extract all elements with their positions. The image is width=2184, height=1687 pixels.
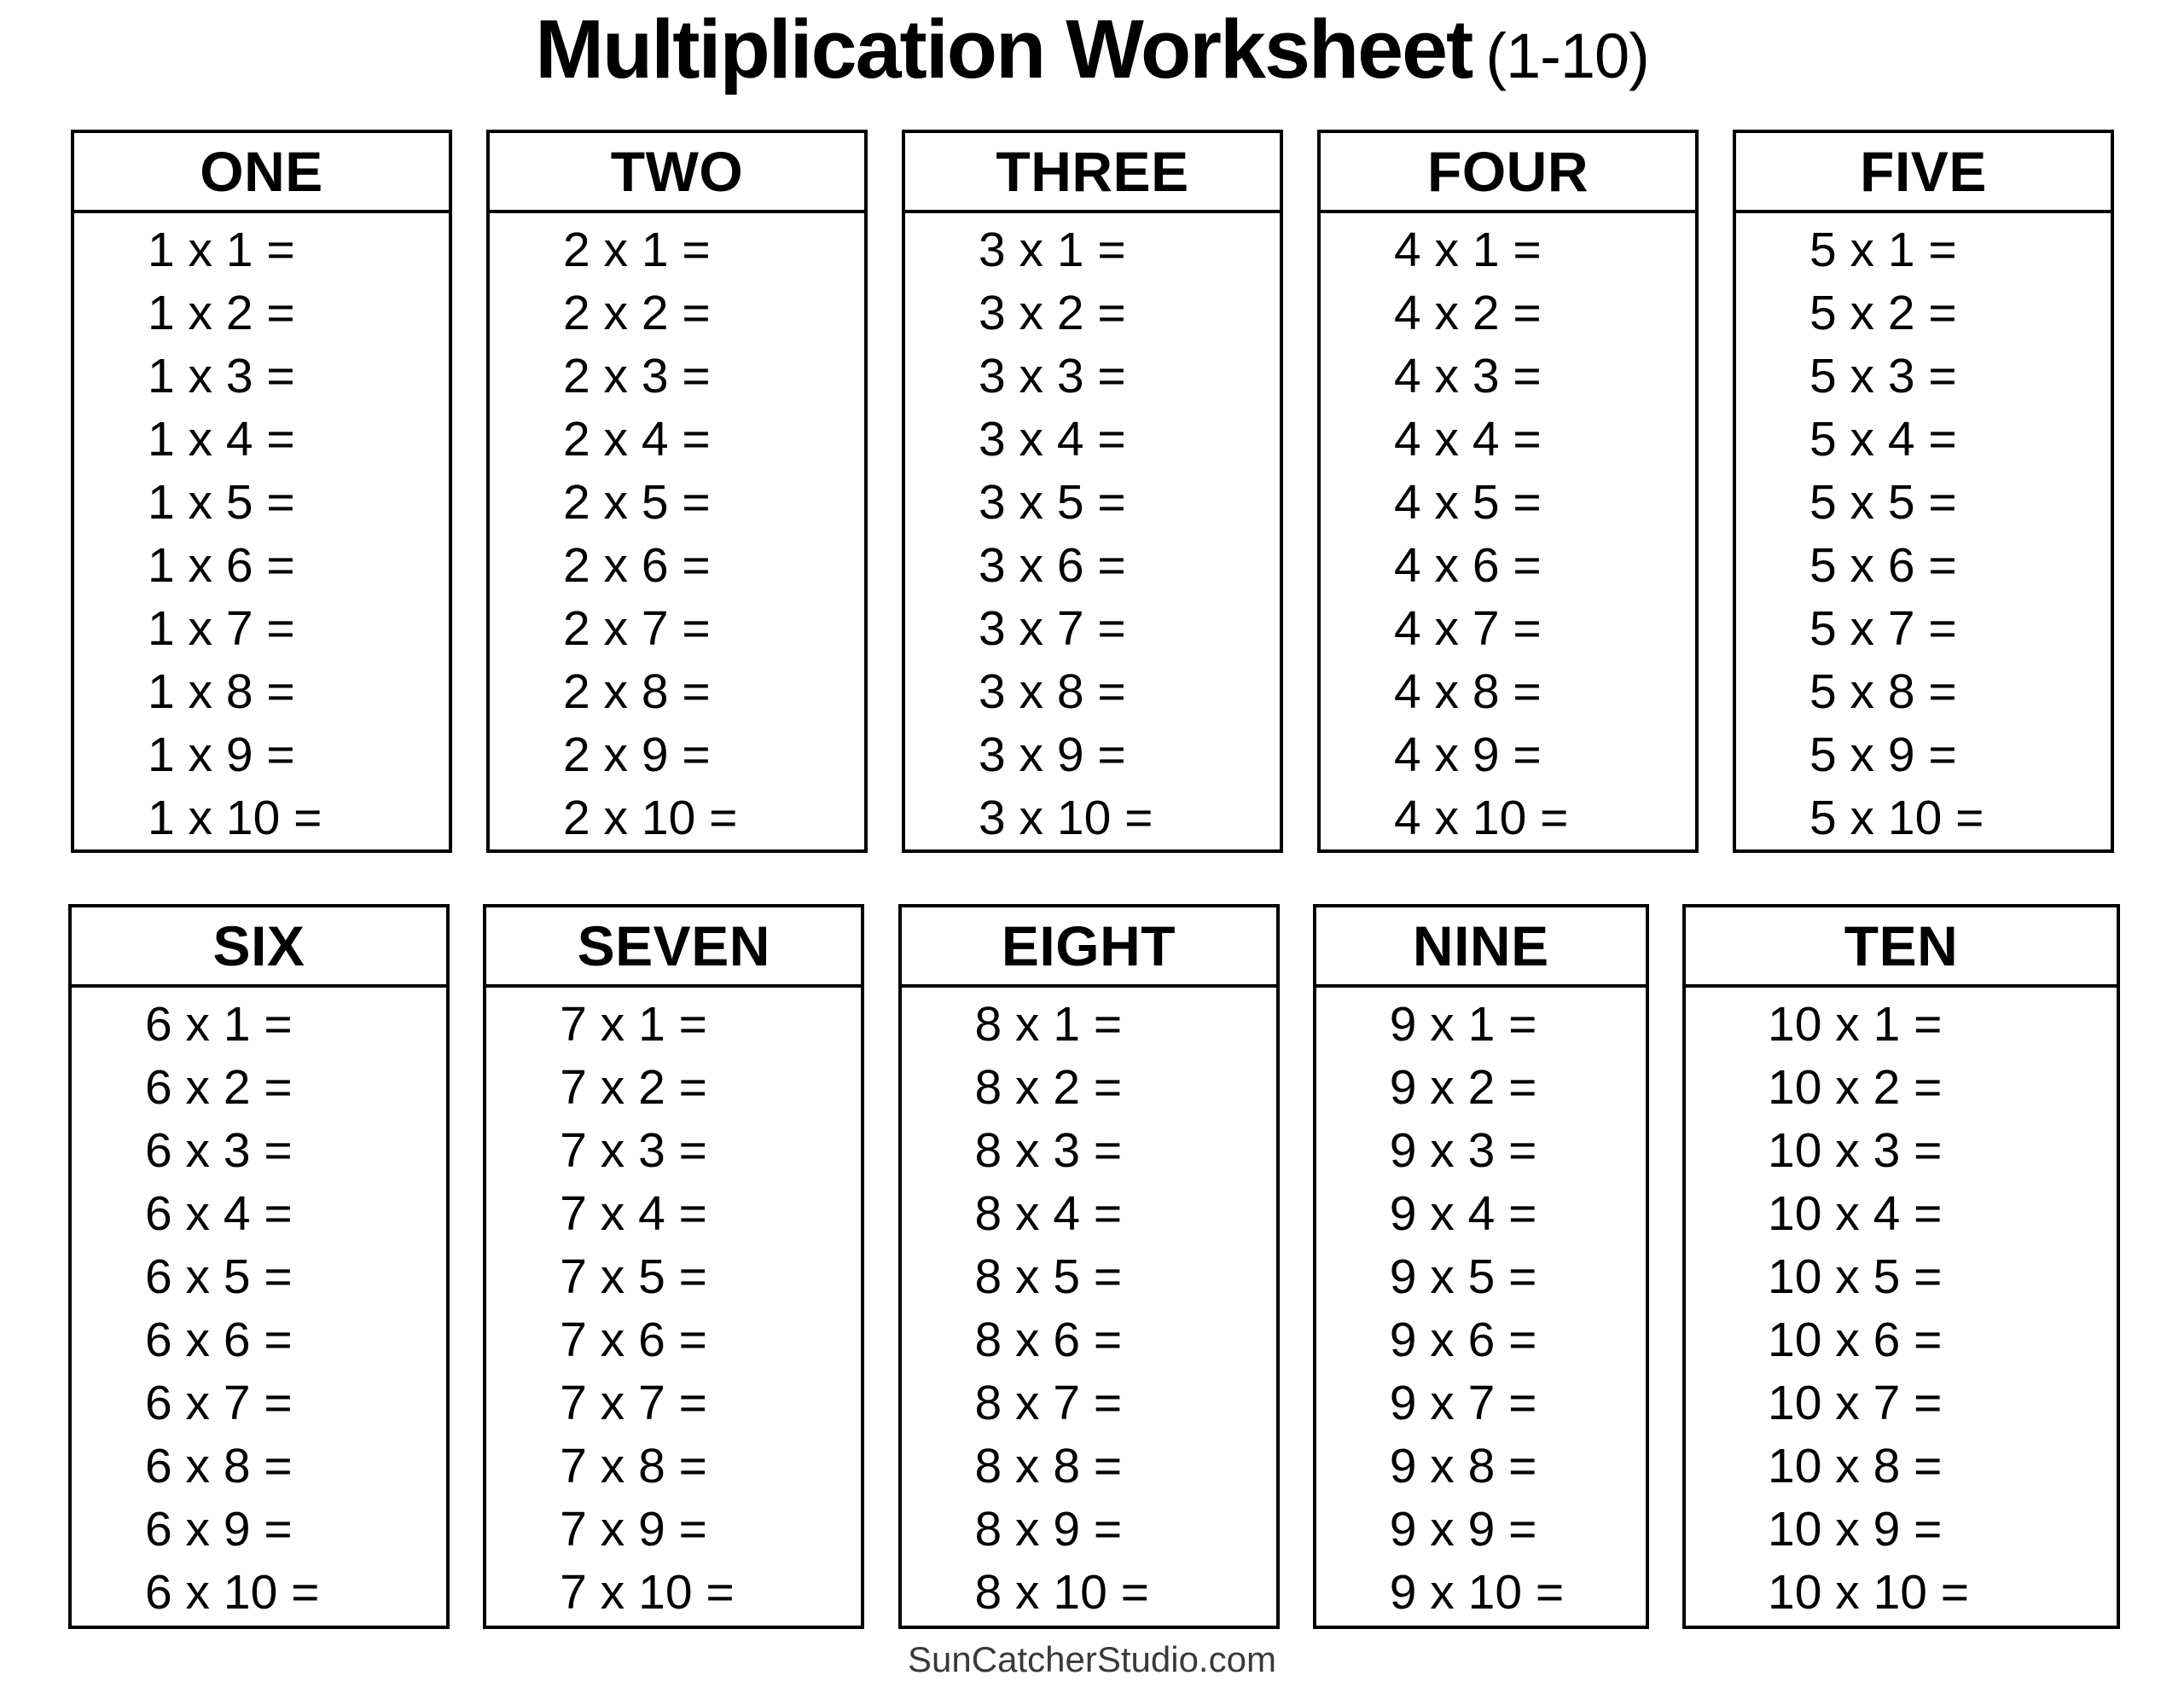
- problem-text: 4 x 9 =: [1394, 728, 1542, 782]
- problem-text: 1 x 4 =: [148, 412, 295, 467]
- problem-text: 10 x 2 =: [1768, 1060, 1943, 1115]
- problem-text: 2 x 6 =: [563, 538, 711, 593]
- problem-text: 8 x 3 =: [974, 1123, 1123, 1178]
- problem-text: 4 x 3 =: [1394, 349, 1542, 403]
- problem-text: 6 x 7 =: [145, 1376, 293, 1430]
- problems-list-four: [1321, 213, 1695, 849]
- problem-text: 6 x 3 =: [145, 1123, 293, 1178]
- problem-text: 8 x 6 =: [974, 1313, 1123, 1367]
- problem-text: 6 x 5 =: [145, 1249, 293, 1304]
- problem-text: 9 x 2 =: [1389, 1060, 1537, 1115]
- problem-text: 5 x 1 =: [1809, 223, 1957, 277]
- problem-text: 6 x 8 =: [145, 1439, 293, 1493]
- problem-text: 5 x 4 =: [1809, 412, 1957, 467]
- table-header-nine: NINE: [1316, 907, 1646, 988]
- table-box-seven: [483, 904, 864, 1629]
- problem-text: 3 x 7 =: [979, 601, 1126, 656]
- problems-list-five: [1736, 213, 2111, 849]
- problems-list-seven: [486, 988, 861, 1624]
- problem-text: 3 x 2 =: [979, 286, 1126, 340]
- problem-text: 7 x 10 =: [560, 1565, 735, 1620]
- problem-text: 7 x 6 =: [560, 1313, 707, 1367]
- problem-text: 8 x 5 =: [974, 1249, 1123, 1304]
- problem-text: 9 x 7 =: [1389, 1376, 1537, 1430]
- table-header-two: TWO: [490, 133, 864, 213]
- problem-text: 9 x 1 =: [1389, 997, 1537, 1052]
- table-box-nine: [1313, 904, 1649, 1629]
- table-header-ten: TEN: [1686, 907, 2117, 988]
- problem-text: 2 x 5 =: [563, 475, 711, 530]
- problem-text: 10 x 1 =: [1768, 997, 1943, 1052]
- problem-text: 7 x 1 =: [560, 997, 707, 1052]
- table-header-seven: SEVEN: [486, 907, 861, 988]
- problems-list-three: [905, 213, 1280, 849]
- problem-text: 3 x 10 =: [979, 791, 1153, 845]
- problem-text: 5 x 9 =: [1809, 728, 1957, 782]
- problem-text: 8 x 10 =: [974, 1565, 1149, 1620]
- problems-list-eight: [902, 988, 1276, 1624]
- problems-list-two: [490, 213, 864, 849]
- problem-text: 6 x 2 =: [145, 1060, 293, 1115]
- problem-text: 2 x 8 =: [563, 664, 711, 719]
- problem-text: 3 x 3 =: [979, 349, 1126, 403]
- problem-text: 7 x 2 =: [560, 1060, 707, 1115]
- problem-text: 7 x 4 =: [560, 1186, 707, 1241]
- problem-text: 8 x 7 =: [974, 1376, 1123, 1430]
- problem-text: 9 x 3 =: [1389, 1123, 1537, 1178]
- problem-text: 1 x 2 =: [148, 286, 295, 340]
- table-header-three: THREE: [905, 133, 1280, 213]
- problem-text: 3 x 6 =: [979, 538, 1126, 593]
- problem-text: 8 x 8 =: [974, 1439, 1123, 1493]
- problem-text: 5 x 7 =: [1809, 601, 1957, 656]
- problem-text: 3 x 5 =: [979, 475, 1126, 530]
- problems-list-nine: [1316, 988, 1646, 1624]
- page-title-main: Multiplication Worksheet: [535, 3, 1472, 96]
- table-box-four: [1317, 130, 1699, 853]
- problem-text: 3 x 8 =: [979, 664, 1126, 719]
- table-header-four: FOUR: [1321, 133, 1695, 213]
- problem-text: 9 x 10 =: [1389, 1565, 1565, 1620]
- problem-text: 5 x 8 =: [1809, 664, 1957, 719]
- problem-text: 5 x 6 =: [1809, 538, 1957, 593]
- tables-row-2: [68, 904, 2120, 1629]
- problem-text: 2 x 4 =: [563, 412, 711, 467]
- problem-text: 1 x 10 =: [148, 791, 322, 845]
- table-box-two: [486, 130, 868, 853]
- table-header-one: ONE: [74, 133, 449, 213]
- problem-text: 8 x 1 =: [974, 997, 1123, 1052]
- problem-text: 8 x 4 =: [974, 1186, 1123, 1241]
- problem-text: 6 x 9 =: [145, 1502, 293, 1557]
- table-box-six: [68, 904, 450, 1629]
- problem-text: 10 x 7 =: [1768, 1376, 1943, 1430]
- problem-text: 9 x 6 =: [1389, 1313, 1537, 1367]
- problem-text: 1 x 8 =: [148, 664, 295, 719]
- problem-text: 6 x 4 =: [145, 1186, 293, 1241]
- problems-list-ten: [1686, 988, 2117, 1624]
- problem-text: 10 x 5 =: [1768, 1249, 1943, 1304]
- problem-text: 3 x 1 =: [979, 223, 1126, 277]
- table-box-ten: [1682, 904, 2120, 1629]
- page-title: [0, 5, 2184, 119]
- table-header-eight: EIGHT: [902, 907, 1276, 988]
- table-box-five: [1733, 130, 2114, 853]
- problem-text: 10 x 4 =: [1768, 1186, 1943, 1241]
- problem-text: 1 x 3 =: [148, 349, 295, 403]
- problem-text: 9 x 9 =: [1389, 1502, 1537, 1557]
- problem-text: 2 x 2 =: [563, 286, 711, 340]
- problem-text: 4 x 1 =: [1394, 223, 1542, 277]
- problem-text: 6 x 1 =: [145, 997, 293, 1052]
- problem-text: 9 x 4 =: [1389, 1186, 1537, 1241]
- table-box-three: [902, 130, 1283, 853]
- problem-text: 10 x 10 =: [1768, 1565, 1970, 1620]
- problem-text: 7 x 5 =: [560, 1249, 707, 1304]
- problem-text: 4 x 5 =: [1394, 475, 1542, 530]
- problem-text: 7 x 8 =: [560, 1439, 707, 1493]
- page-title-suffix: (1-10): [1485, 20, 1649, 91]
- problem-text: 5 x 5 =: [1809, 475, 1957, 530]
- problem-text: 9 x 8 =: [1389, 1439, 1537, 1493]
- problem-text: 2 x 7 =: [563, 601, 711, 656]
- problem-text: 10 x 9 =: [1768, 1502, 1943, 1557]
- table-header-five: FIVE: [1736, 133, 2111, 213]
- problem-text: 1 x 7 =: [148, 601, 295, 656]
- problem-text: 4 x 7 =: [1394, 601, 1542, 656]
- problem-text: 1 x 9 =: [148, 728, 295, 782]
- problem-text: 2 x 3 =: [563, 349, 711, 403]
- problem-text: 2 x 1 =: [563, 223, 711, 277]
- problem-text: 7 x 3 =: [560, 1123, 707, 1178]
- problem-text: 10 x 6 =: [1768, 1313, 1943, 1367]
- problem-text: 8 x 9 =: [974, 1502, 1123, 1557]
- problem-text: 6 x 6 =: [145, 1313, 293, 1367]
- problem-text: 4 x 4 =: [1394, 412, 1542, 467]
- problem-text: 5 x 2 =: [1809, 286, 1957, 340]
- problem-text: 3 x 4 =: [979, 412, 1126, 467]
- problem-text: 7 x 9 =: [560, 1502, 707, 1557]
- problems-list-one: [74, 213, 449, 849]
- problem-text: 1 x 5 =: [148, 475, 295, 530]
- problem-text: 4 x 10 =: [1394, 791, 1569, 845]
- problem-text: 1 x 6 =: [148, 538, 295, 593]
- problem-text: 9 x 5 =: [1389, 1249, 1537, 1304]
- problem-text: 3 x 9 =: [979, 728, 1126, 782]
- problem-text: 2 x 10 =: [563, 791, 738, 845]
- problem-text: 4 x 6 =: [1394, 538, 1542, 593]
- problem-text: 5 x 10 =: [1809, 791, 1984, 845]
- footer-credit: SunCatcherStudio.com: [908, 1639, 1276, 1679]
- problem-text: 7 x 7 =: [560, 1376, 707, 1430]
- problem-text: 5 x 3 =: [1809, 349, 1957, 403]
- problem-text: 2 x 9 =: [563, 728, 711, 782]
- problems-list-six: [72, 988, 446, 1624]
- table-header-six: SIX: [72, 907, 446, 988]
- problem-text: 4 x 8 =: [1394, 664, 1542, 719]
- problem-text: 6 x 10 =: [145, 1565, 320, 1620]
- tables-row-1: [71, 130, 2114, 853]
- problem-text: 10 x 3 =: [1768, 1123, 1943, 1178]
- table-box-eight: [898, 904, 1280, 1629]
- table-box-one: [71, 130, 452, 853]
- problem-text: 4 x 2 =: [1394, 286, 1542, 340]
- problem-text: 10 x 8 =: [1768, 1439, 1943, 1493]
- problem-text: 8 x 2 =: [974, 1060, 1123, 1115]
- problem-text: 1 x 1 =: [148, 223, 295, 277]
